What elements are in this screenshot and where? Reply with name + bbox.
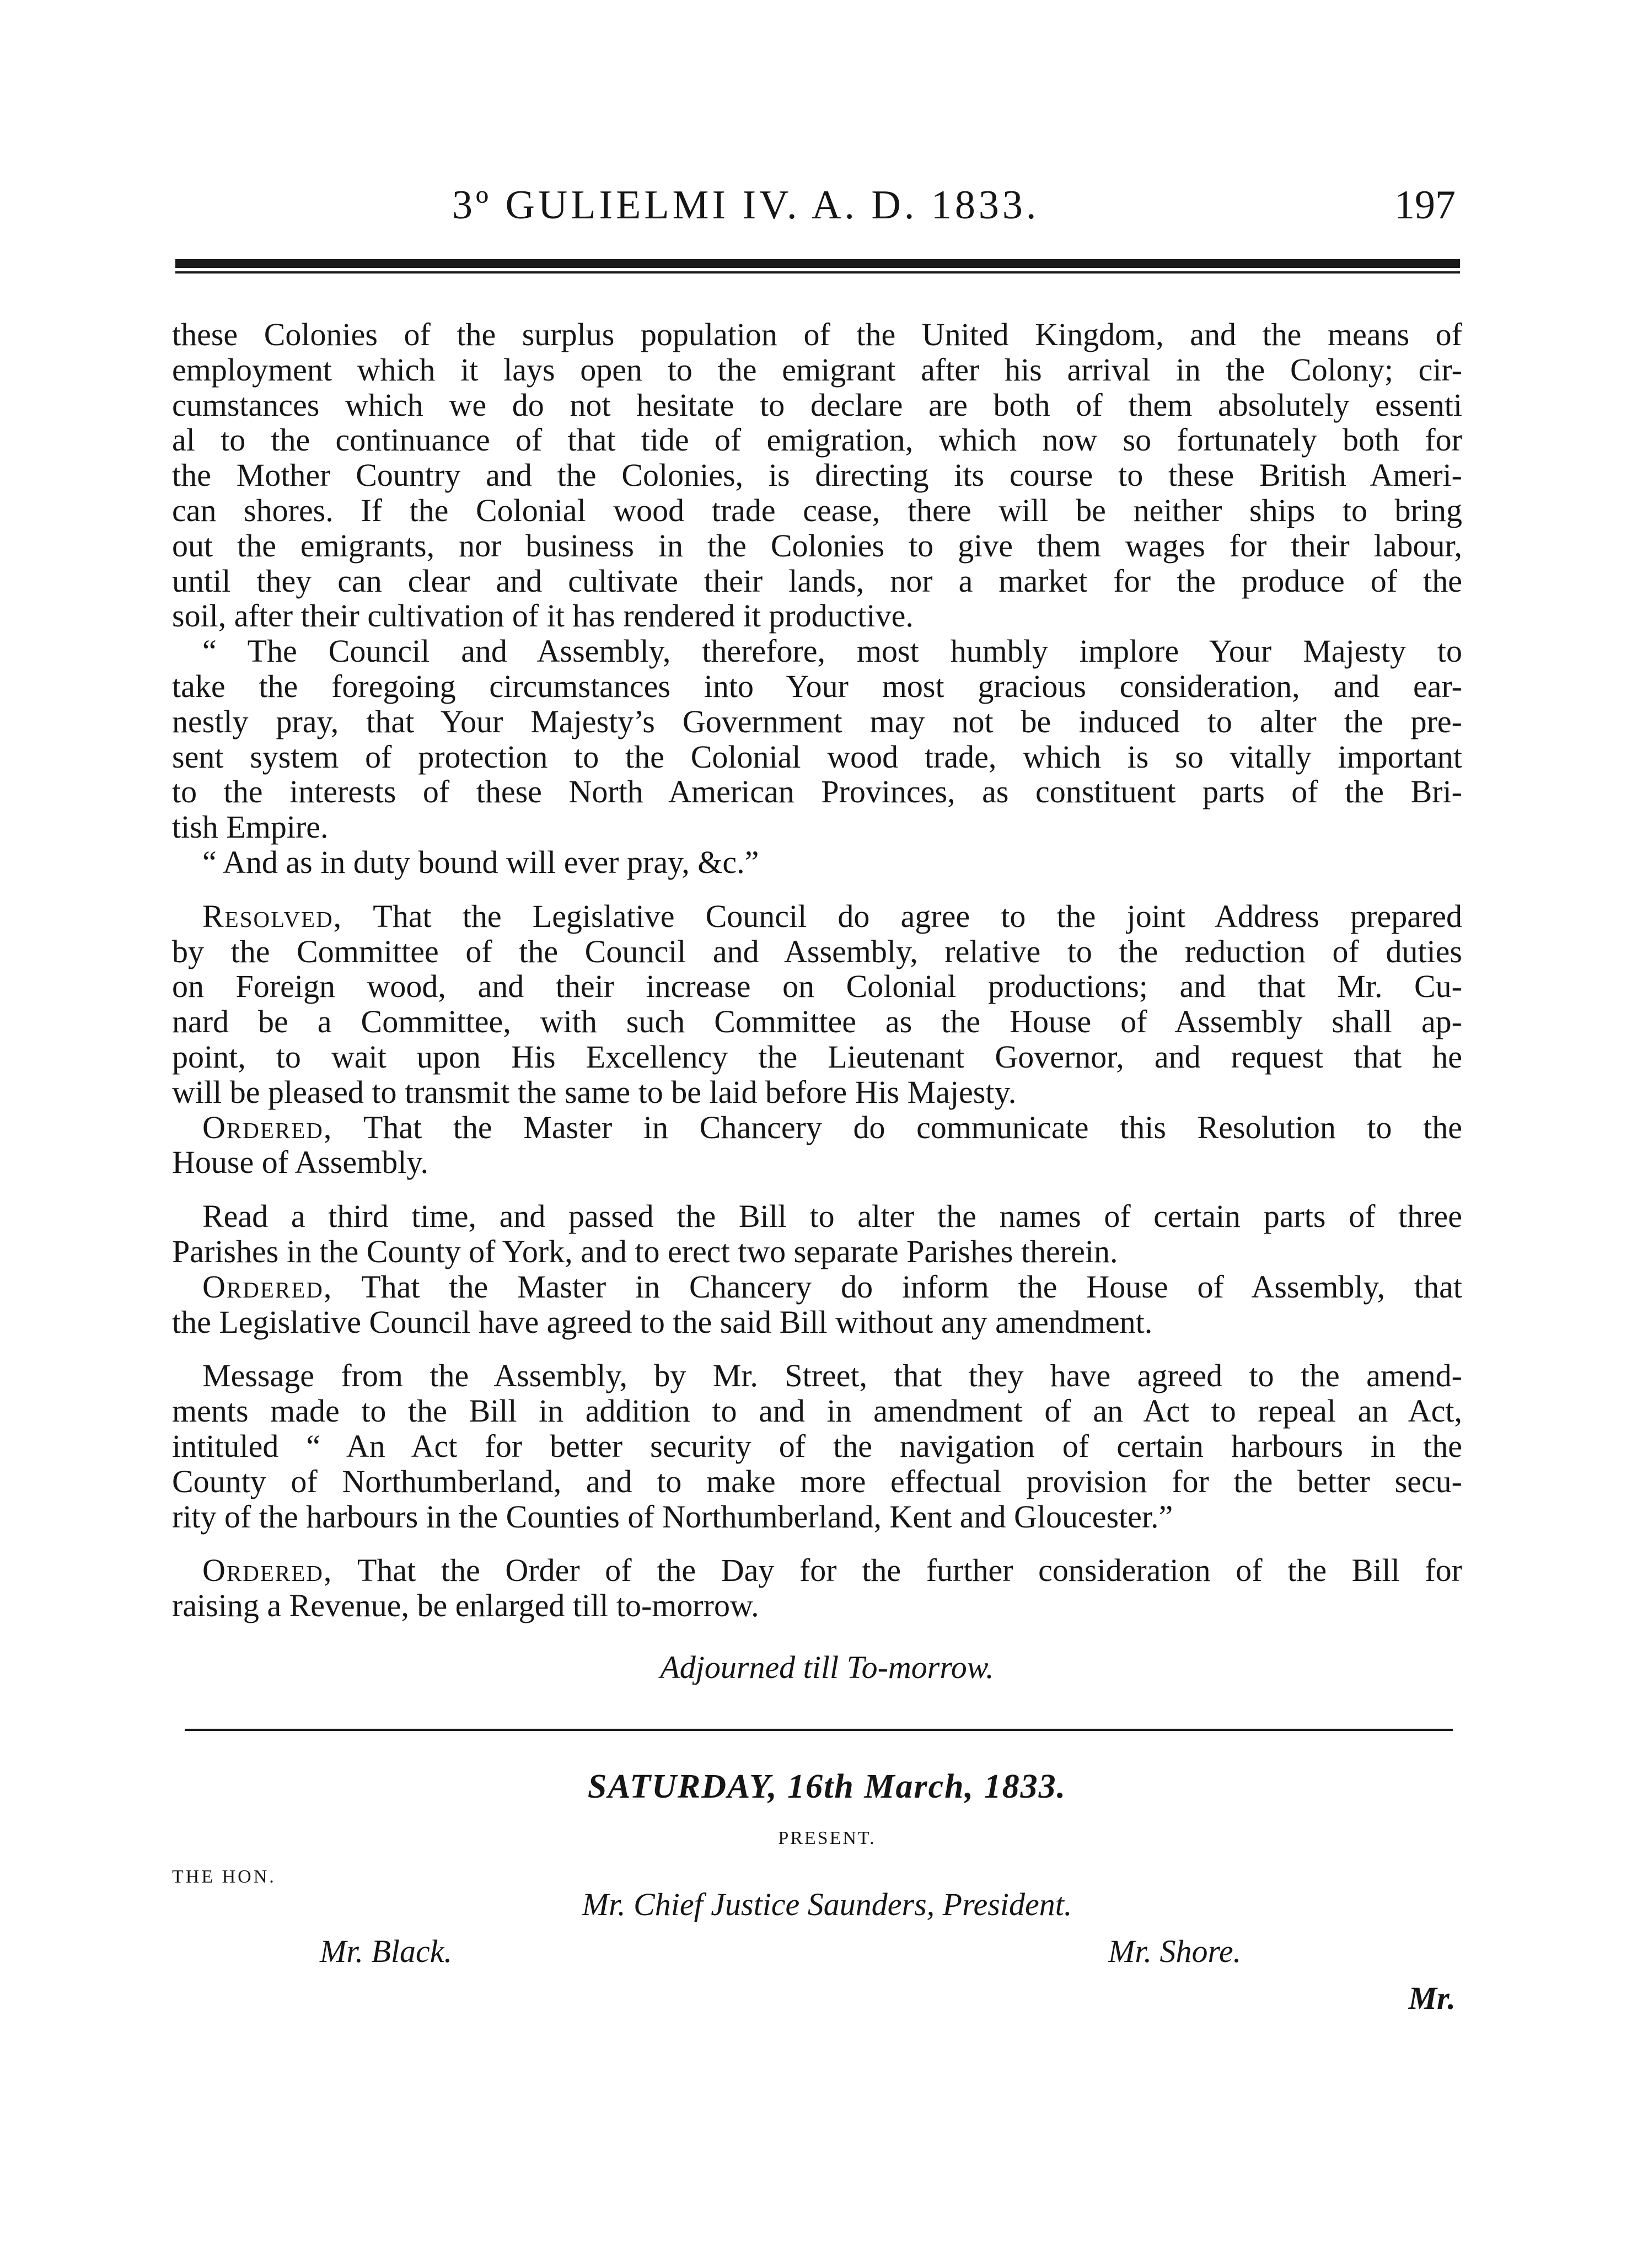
- text-line: cumstances which we do not hesitate to declare are both of them absolutely essenti: [172, 387, 1462, 423]
- text-line: soil, after their cultivation of it has rendered it productive.: [172, 598, 914, 634]
- text-line: employment which it lays open to the emigrant after his arrival in the Colony; cir-: [172, 351, 1462, 388]
- text-line: the Legislative Council have agreed to the said Bill without any amendment.: [172, 1304, 1153, 1340]
- text-line: point, to wait upon His Excellency the Lieutenant Governor, and request that he: [172, 1038, 1462, 1075]
- text-line: “ The Council and Assembly, therefore, most humbly implore Your Majesty to: [202, 633, 1462, 669]
- running-head: 3º GULIELMI IV. A. D. 1833.: [452, 183, 1040, 228]
- text-line: the Mother Country and the Colonies, is directing its course to these British Ameri-: [172, 457, 1462, 494]
- text-line: [202, 1553, 1462, 1588]
- text-line: “ And as in duty bound will ever pray, &c.”: [202, 844, 759, 880]
- text-line: to the interests of these North American Provinces, as constituent parts of the Bri-: [172, 774, 1462, 810]
- paragraph: [172, 634, 1462, 669]
- text-line: Message from the Assembly, by Mr. Street, that they have agreed to the amend-: [202, 1358, 1462, 1394]
- text-line: on Foreign wood, and their increase on Colonial productions; and that Mr. Cu-: [172, 968, 1462, 1005]
- text-line: until they can clear and cultivate their lands, nor a market for the produce of the: [172, 562, 1462, 599]
- text-line: sent system of protection to the Colonial wood trade, which is so vitally important: [172, 738, 1462, 775]
- text-line: nard be a Committee, with such Committee as the House of Assembly shall ap-: [172, 1004, 1462, 1040]
- text-line: Read a third time, and passed the Bill to alter the names of certain parts of three: [202, 1198, 1462, 1235]
- paragraph-continued: [172, 1393, 1462, 1534]
- text-line: Parishes in the County of York, and to erect two separate Parishes therein.: [172, 1233, 1118, 1269]
- catchword: Mr.: [1408, 1980, 1456, 2016]
- text-run: That the Legislative Council do agree to the joint Address prepared: [342, 898, 1462, 934]
- paragraph-gap: [172, 1534, 1462, 1553]
- hon-label: THE HON.: [172, 1867, 276, 1887]
- paragraph: [172, 317, 1462, 634]
- text-line: House of Assembly.: [172, 1144, 429, 1181]
- text-run: That the Order of the Day for the further consideration of the Bill for: [332, 1552, 1462, 1589]
- text-line: will be pleased to transmit the same to be laid before His Majesty.: [172, 1074, 1017, 1110]
- paragraph-continued: [172, 934, 1462, 1110]
- text-line: can shores. If the Colonial wood trade cease, there will be neither ships to bring: [172, 492, 1462, 528]
- paragraph: [172, 1110, 1462, 1145]
- text-line: [202, 1269, 1462, 1305]
- ordered-lead: Ordered,: [202, 1109, 333, 1145]
- text-run: That the Master in Chancery do communicate this Resolution to the: [332, 1109, 1462, 1145]
- ordered-lead: Ordered,: [202, 1552, 333, 1589]
- text-line: [202, 899, 1462, 934]
- president-line: Mr. Chief Justice Saunders, President.: [582, 1886, 1072, 1922]
- text-line: intituled “ An Act for better security of the navigation of certain harbours in the: [172, 1428, 1462, 1464]
- ordered-lead: Ordered,: [202, 1268, 333, 1305]
- paragraph: [172, 845, 1462, 880]
- text-line: these Colonies of the surplus population of the United Kingdom, and the means of: [172, 317, 1462, 352]
- paragraph: [172, 899, 1462, 934]
- text-line: nestly pray, that Your Majesty’s Government may not be induced to alter the pre-: [172, 703, 1462, 739]
- paragraph-continued: [172, 1234, 1462, 1269]
- text-line: County of Northumberland, and to make more effectual provision for the better secu-: [172, 1463, 1462, 1499]
- paragraph-gap: [172, 1339, 1462, 1358]
- present-label: PRESENT.: [778, 1828, 876, 1848]
- paragraph: [172, 1358, 1462, 1393]
- section-rule: [185, 1729, 1453, 1731]
- paragraph-continued: [172, 669, 1462, 845]
- page-number: 197: [1394, 183, 1456, 228]
- text-line: by the Committee of the Council and Assembly, relative to the reduction of duties: [172, 933, 1462, 969]
- text-line: take the foregoing circumstances into Your most gracious consideration, and ear-: [172, 668, 1462, 704]
- paragraph: [172, 1553, 1462, 1588]
- text-line: [202, 1110, 1462, 1145]
- paragraph-gap: [172, 1180, 1462, 1199]
- header-rule: [175, 259, 1460, 268]
- text-line: tish Empire.: [172, 809, 329, 845]
- paragraph-continued: [172, 1305, 1462, 1340]
- paragraph: [172, 1199, 1462, 1234]
- paragraph-gap: [172, 880, 1462, 899]
- paragraph-continued: [172, 1588, 1462, 1623]
- member-right: Mr. Shore.: [1108, 1933, 1242, 1969]
- adjourned-line: Adjourned till To-morrow.: [660, 1649, 994, 1685]
- text-line: out the emigrants, nor business in the Colonies to give them wages for their labour,: [172, 527, 1462, 564]
- paragraph-continued: [172, 1145, 1462, 1180]
- text-line: raising a Revenue, be enlarged till to-morrow.: [172, 1588, 759, 1624]
- text-run: That the Master in Chancery do inform the House of Assembly, that: [332, 1268, 1462, 1305]
- text-line: ments made to the Bill in addition to and in amendment of an Act to repeal an Act,: [172, 1393, 1462, 1429]
- text-line: al to the continuance of that tide of emigration, which now so fortunately both for: [172, 422, 1462, 458]
- text-line: rity of the harbours in the Counties of Northumberland, Kent and Gloucester.”: [172, 1498, 1173, 1535]
- paragraph: [172, 1269, 1462, 1305]
- resolved-lead: Resolved,: [202, 898, 343, 934]
- page-header: [176, 182, 1456, 243]
- body-text: [172, 317, 1462, 1623]
- member-left: Mr. Black.: [320, 1933, 452, 1969]
- section-title: SATURDAY, 16th March, 1833.: [587, 1768, 1067, 1805]
